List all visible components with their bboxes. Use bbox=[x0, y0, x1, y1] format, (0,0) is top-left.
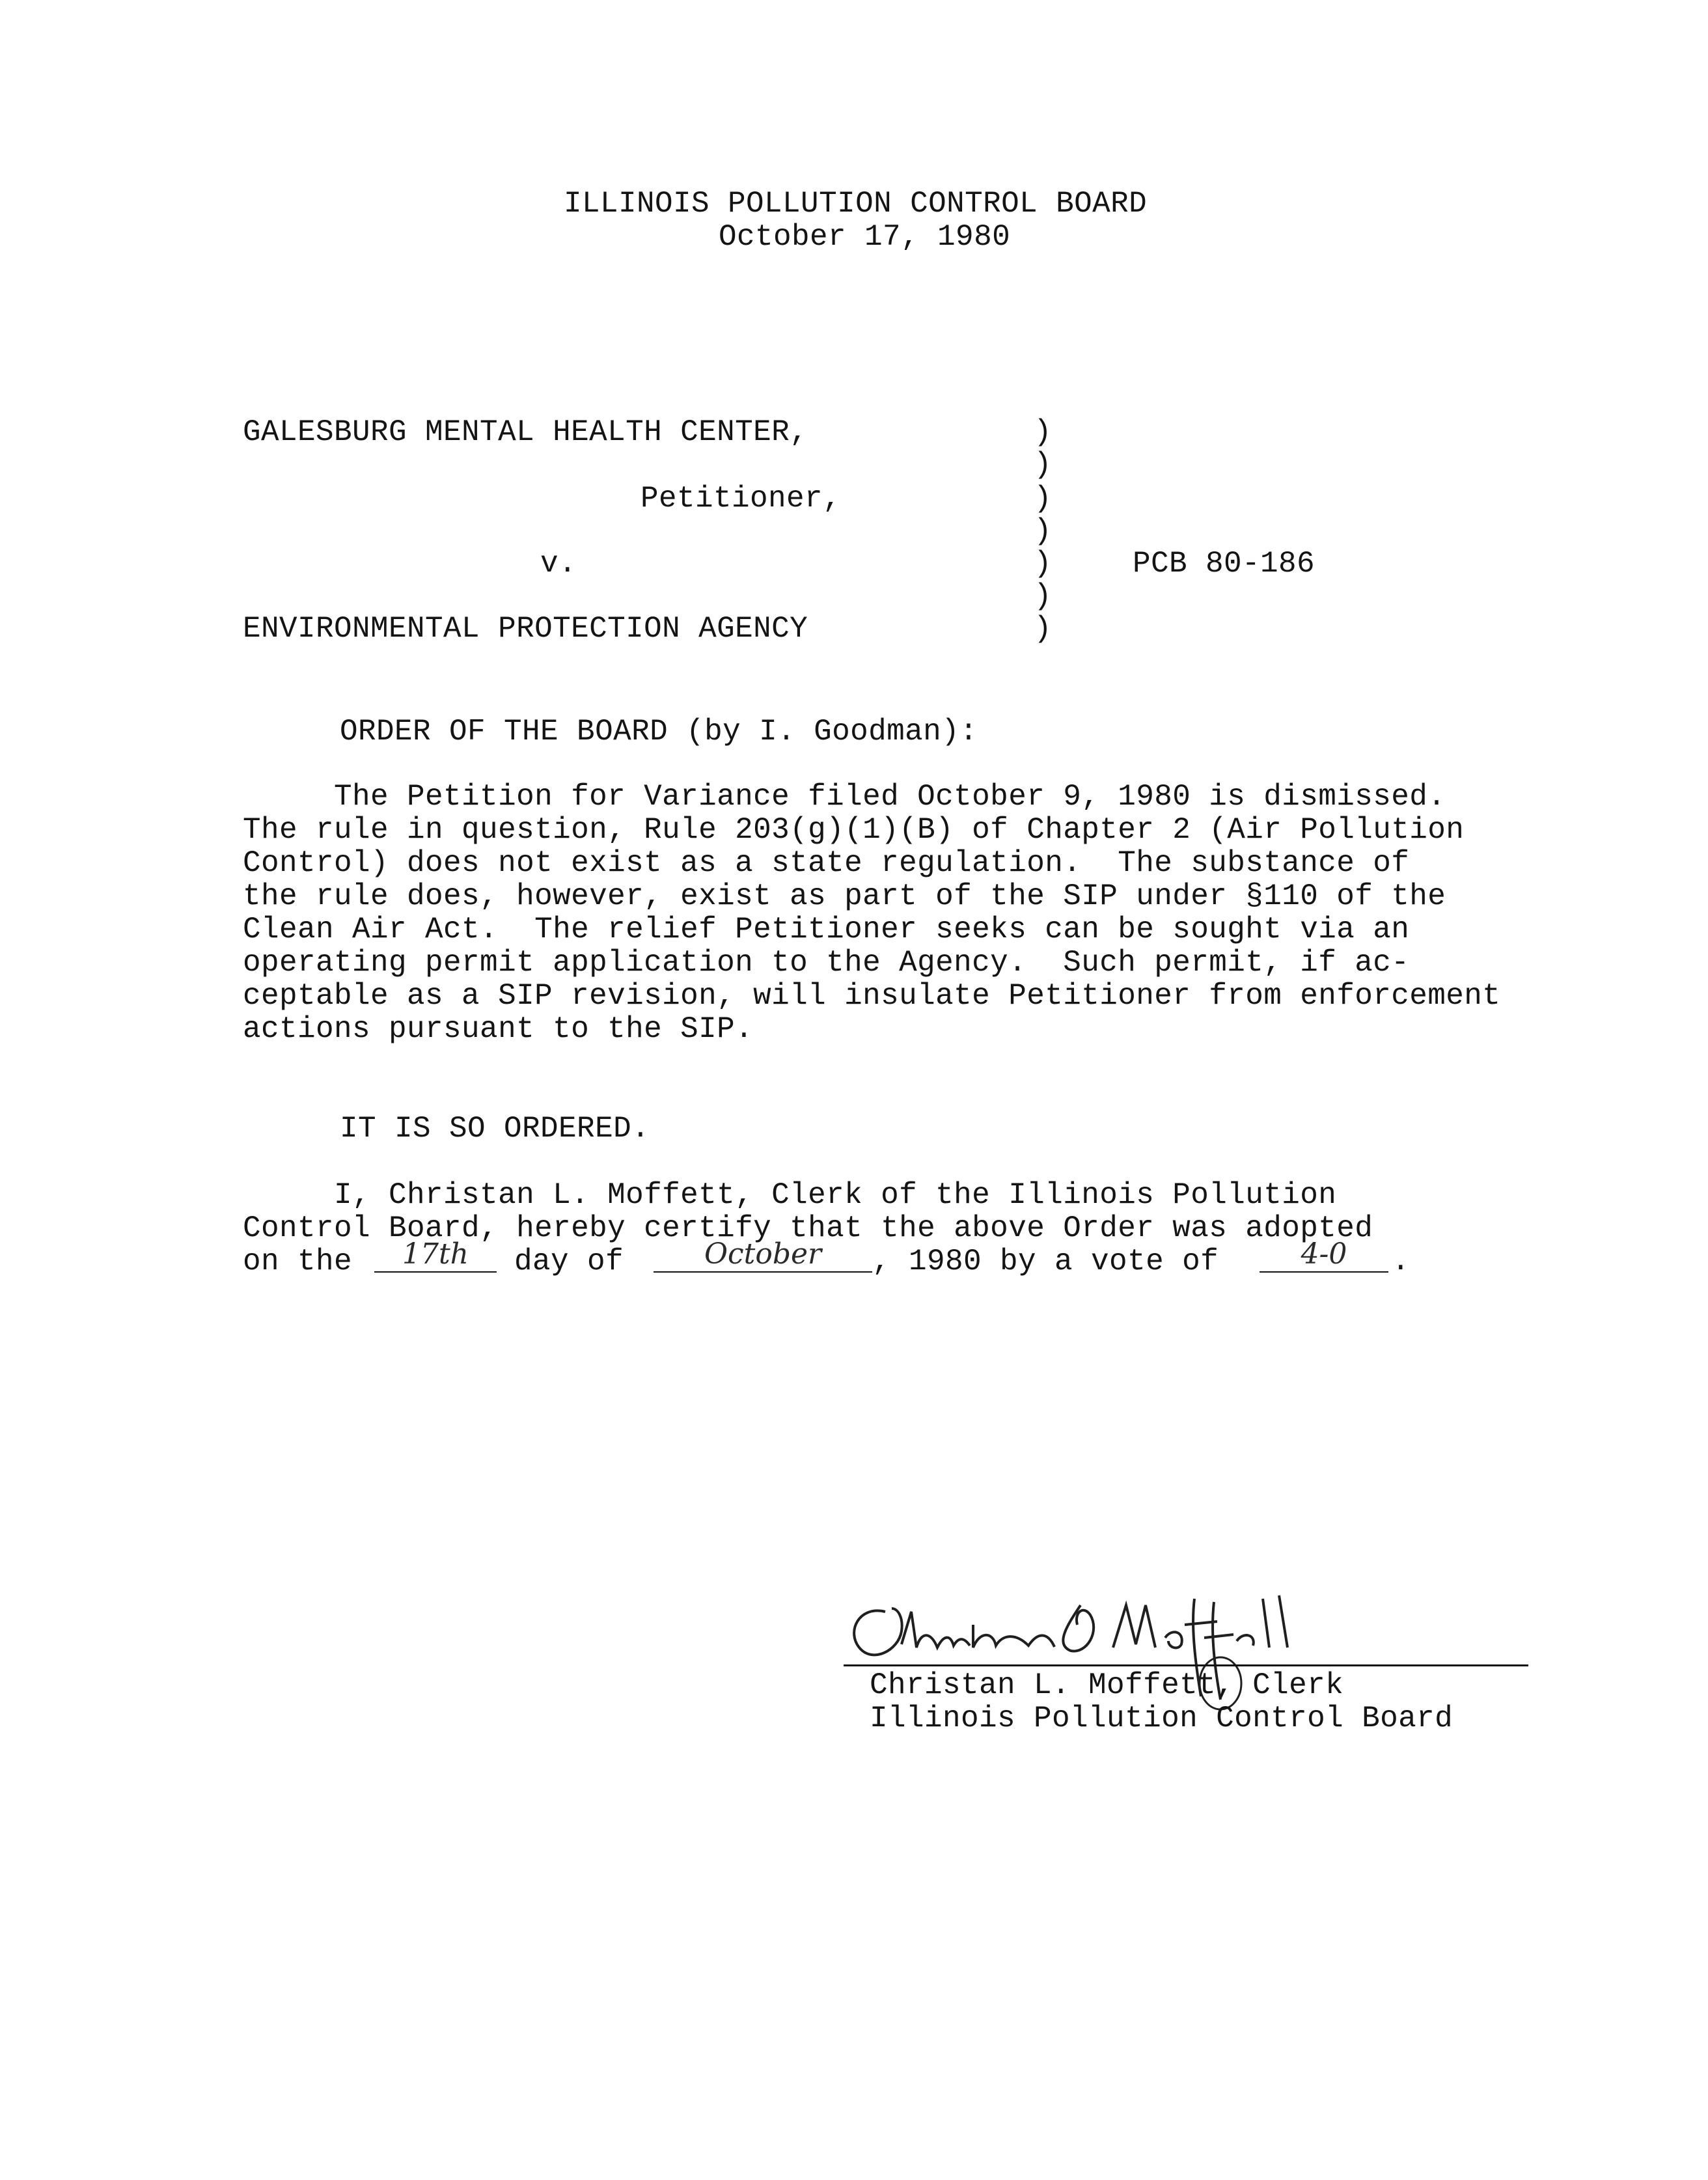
order-body-line: Control) does not exist as a state regulation. The substance of bbox=[243, 846, 1410, 880]
order-body-line: actions pursuant to the SIP. bbox=[243, 1012, 754, 1046]
handwritten-month: October bbox=[654, 1240, 872, 1273]
case-number: PCB 80-186 bbox=[1133, 547, 1315, 581]
certification-line: Control Board, hereby certify that the above Order was adopted bbox=[243, 1211, 1373, 1245]
caption-parenthesis: ) bbox=[1034, 612, 1052, 646]
order-body-line: the rule does, however, exist as part of the SIP under §110 of the bbox=[243, 879, 1446, 913]
signature-line bbox=[844, 1664, 1528, 1666]
versus-label: v. bbox=[540, 547, 577, 581]
board-title: ILLINOIS POLLUTION CONTROL BOARD bbox=[564, 187, 1148, 221]
signatory-name: Christan L. Moffett, Clerk bbox=[870, 1668, 1344, 1702]
petitioner-role: Petitioner, bbox=[640, 482, 842, 516]
caption-parenthesis: ) bbox=[1034, 448, 1052, 482]
signatory-organization: Illinois Pollution Control Board bbox=[870, 1702, 1453, 1735]
caption-parenthesis: ) bbox=[1034, 415, 1052, 449]
order-heading: ORDER OF THE BOARD (by I. Goodman): bbox=[340, 715, 978, 749]
caption-parenthesis: ) bbox=[1034, 514, 1052, 548]
certification-line: I, Christan L. Moffett, Clerk of the Illinois Pollution bbox=[243, 1178, 1337, 1212]
caption-parenthesis: ) bbox=[1034, 579, 1052, 613]
handwritten-day: 17th bbox=[374, 1240, 497, 1273]
petitioner-name: GALESBURG MENTAL HEALTH CENTER, bbox=[243, 415, 808, 449]
handwritten-vote: 4-0 bbox=[1260, 1240, 1388, 1273]
order-date: October 17, 1980 bbox=[719, 220, 1011, 254]
closing-statement: IT IS SO ORDERED. bbox=[340, 1112, 650, 1146]
caption-parenthesis: ) bbox=[1034, 482, 1052, 516]
certification-year-vote: , 1980 by a vote of bbox=[872, 1245, 1219, 1278]
order-body-line: The rule in question, Rule 203(g)(1)(B) of Chapter 2 (Air Pollution bbox=[243, 813, 1465, 847]
caption-parenthesis: ) bbox=[1034, 547, 1052, 581]
certification-day-of: day of bbox=[514, 1245, 624, 1278]
certification-on-the: on the bbox=[243, 1245, 353, 1278]
order-body-line: Clean Air Act. The relief Petitioner seeks can be sought via an bbox=[243, 913, 1410, 946]
order-body-line: ceptable as a SIP revision, will insulate Petitioner from enforcement bbox=[243, 979, 1501, 1013]
order-body-line: operating permit application to the Agency. Such permit, if ac- bbox=[243, 946, 1410, 980]
certification-period: . bbox=[1392, 1245, 1411, 1278]
respondent-name: ENVIRONMENTAL PROTECTION AGENCY bbox=[243, 612, 808, 646]
order-body-line: The Petition for Variance filed October 9, 1980 is dismissed. bbox=[243, 780, 1446, 814]
